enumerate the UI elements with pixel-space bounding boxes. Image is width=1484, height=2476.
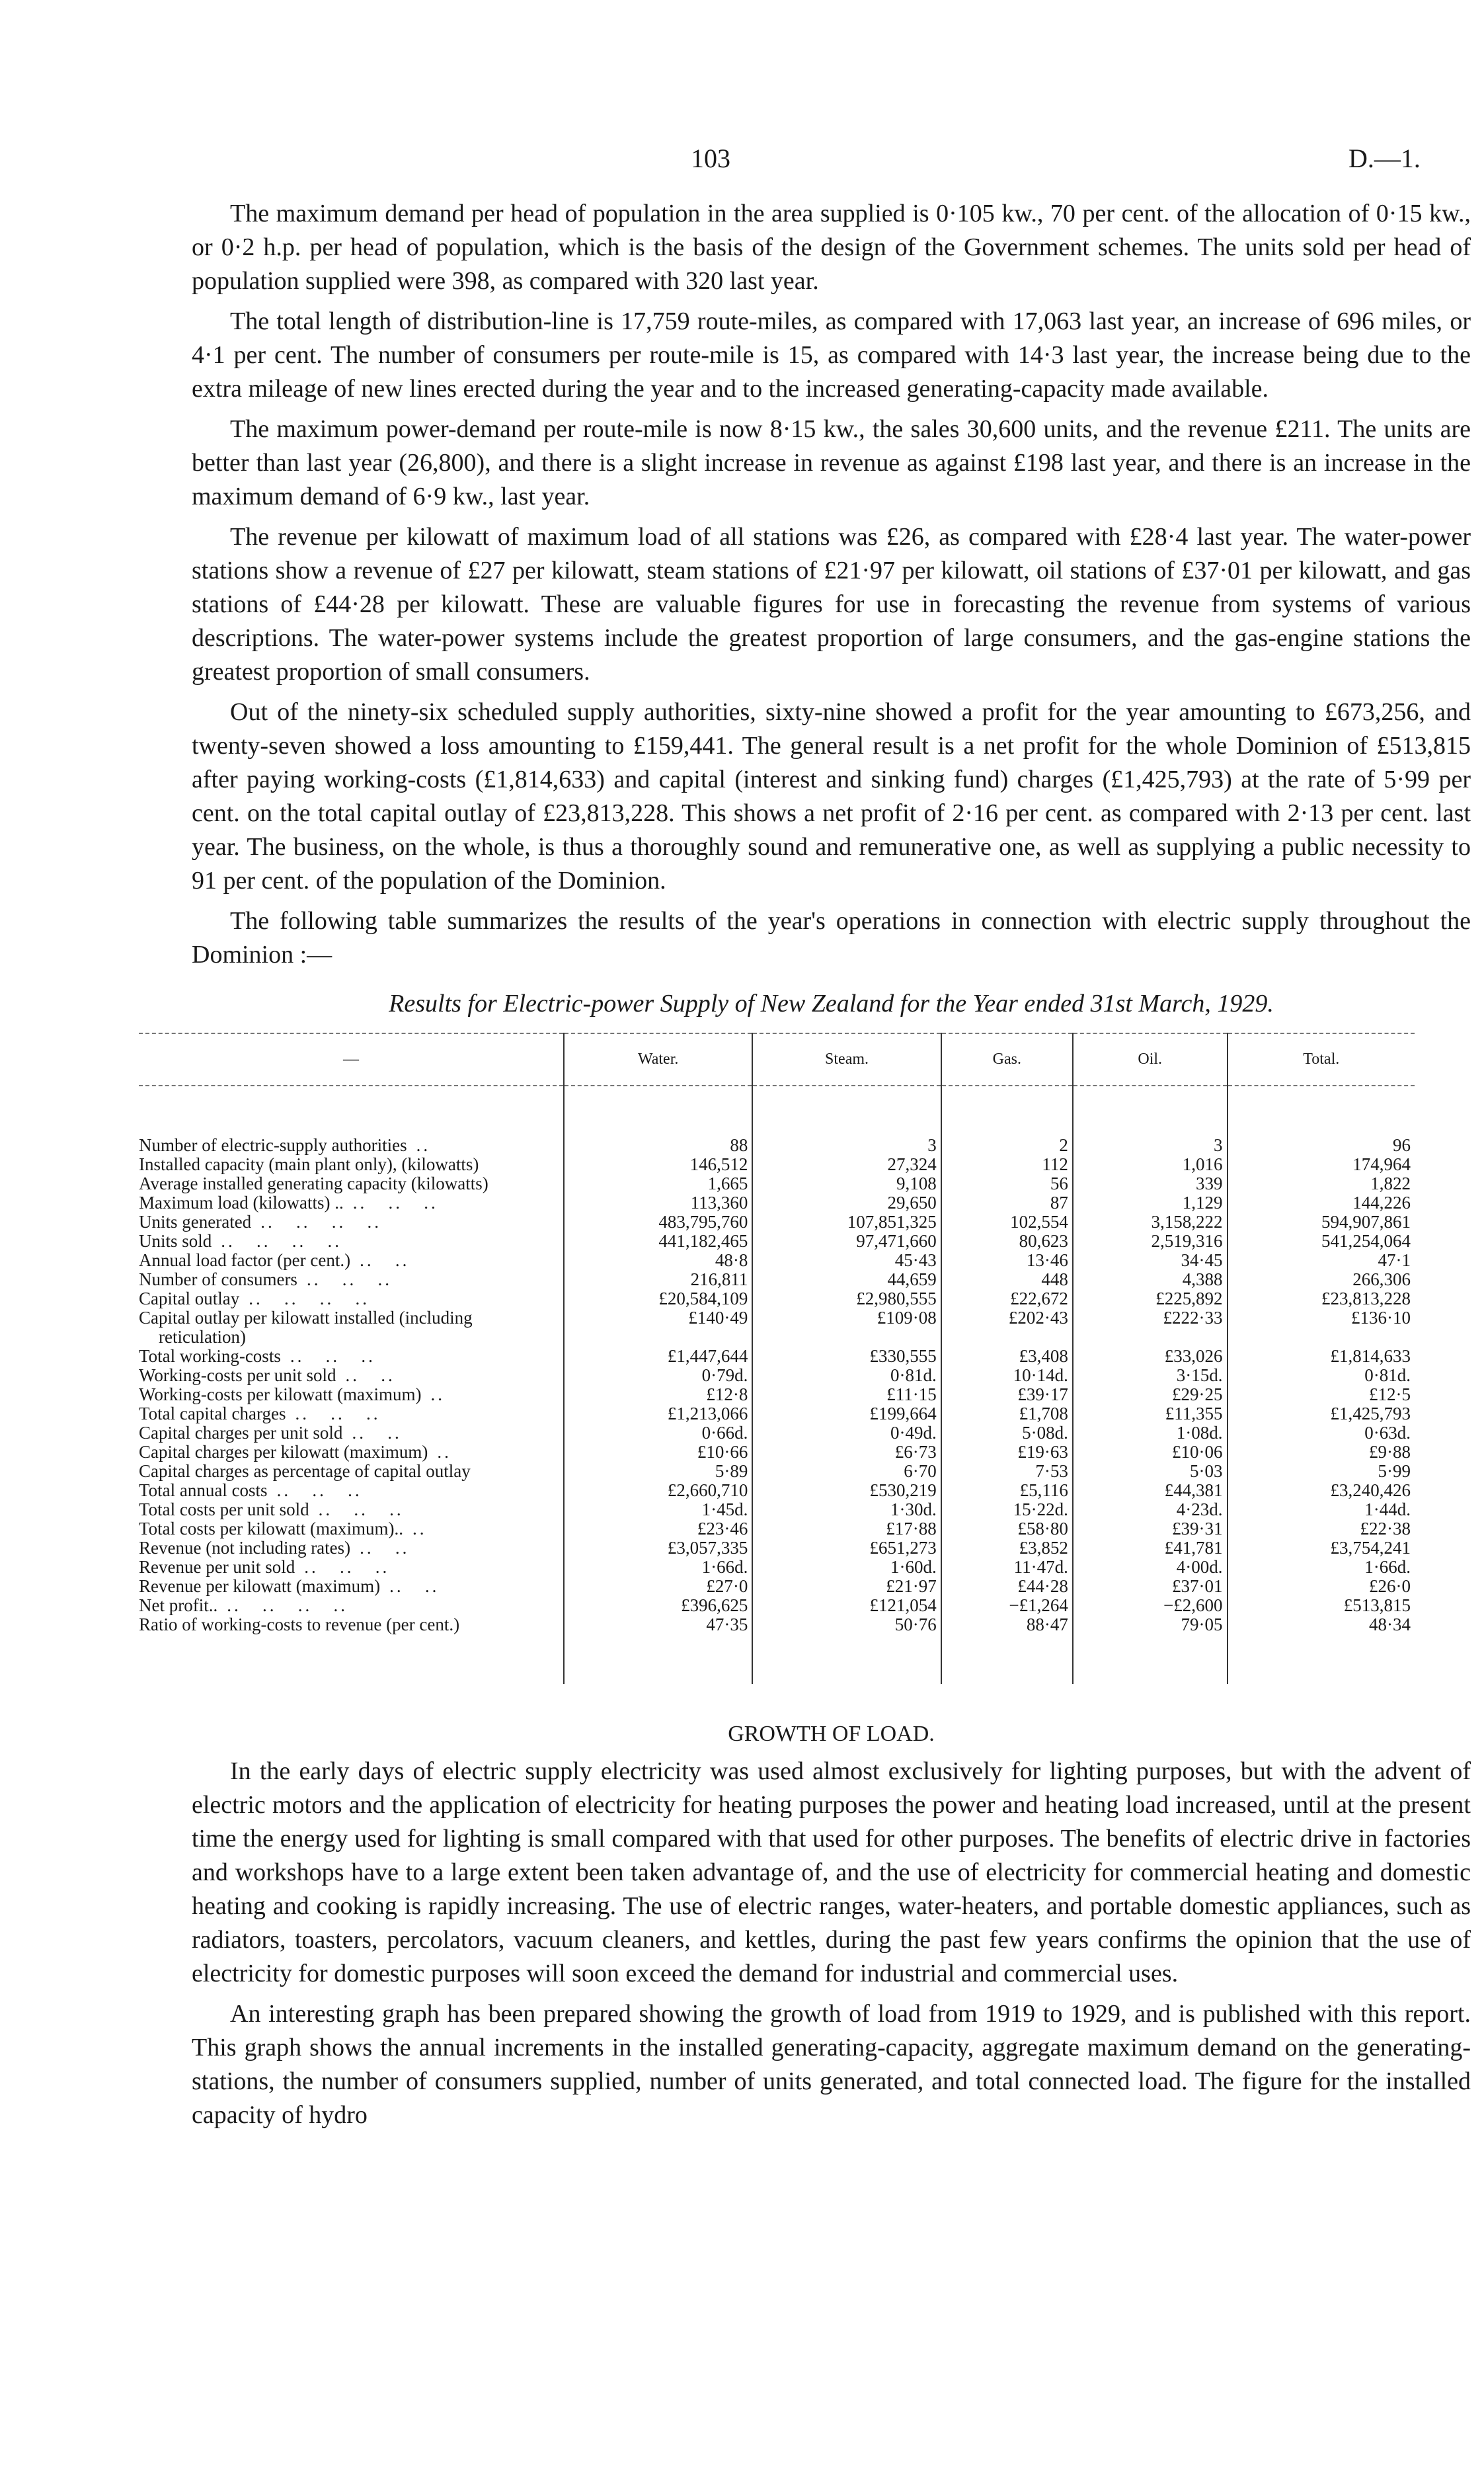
table-cell: −£1,264 — [941, 1596, 1073, 1615]
table-cell: 97,471,660 — [752, 1232, 941, 1251]
table-cell: £37·01 — [1073, 1577, 1228, 1596]
table-cell: £121,054 — [752, 1596, 941, 1615]
table-cell: 50·76 — [752, 1615, 941, 1634]
table-cell: £5,116 — [941, 1481, 1073, 1500]
row-label — [139, 1577, 564, 1596]
paragraph: Out of the ninety-six scheduled supply authorities, sixty-nine showed a profit for the year amounting to £673,256, and twenty-seven showed a loss amounting to £159,441. The general result is a net profit for the whole Dominion of £513,815 after paying working-costs (£1,814,633) and capital (interest and sinking fund) charges (£1,425,793) at the rate of 5·99 per cent. on the total capital outlay of £23,813,228. This shows a net profit of 2·16 per cent. as compared with 2·13 per cent. last year. The business, on the whole, is thus a thoroughly sound and remunerative one, as well as supplying a public necessity to 91 per cent. of the population of the Dominion. — [192, 698, 1471, 895]
table-cell: 44,659 — [752, 1270, 941, 1289]
row-dots: .. — [437, 1442, 451, 1462]
row-dots: .. — [412, 1519, 427, 1538]
table-cell: £21·97 — [752, 1577, 941, 1596]
table-cell: £222·33 — [1073, 1308, 1228, 1328]
intro-text — [192, 197, 1471, 972]
row-label — [139, 1615, 564, 1634]
table-cell: 1,665 — [564, 1174, 752, 1193]
row-label-text: Capital outlay per kilowatt installed (including — [139, 1308, 473, 1328]
table-cell: 4·00d. — [1073, 1558, 1228, 1577]
row-dots: .. .. .. — [352, 1193, 438, 1213]
row-label-text: Number of consumers — [139, 1269, 297, 1289]
table-cell: £202·43 — [941, 1308, 1073, 1328]
table-title: Results for Electric-power Supply of New Zealand for the Year ended 31st March, 1929. — [389, 990, 1274, 1018]
row-dots: .. .. — [360, 1538, 410, 1558]
row-label-text: Total working-costs — [139, 1346, 281, 1366]
row-dots: .. .. — [352, 1423, 402, 1443]
paragraph: An interesting graph has been prepared showing the growth of load from 1919 to 1929, and is published with this report. This graph shows the annual increments in the installed generating-capacity, aggregate maximum demand on the generating-stations, the number of consumers supplied, number of units generated, and total connected load. The figure for the installed capacity of hydro — [192, 2000, 1471, 2129]
table-cell: £2,660,710 — [564, 1481, 752, 1500]
table-cell: 0·66d. — [564, 1423, 752, 1443]
row-label — [139, 1404, 564, 1423]
table-cell: £530,219 — [752, 1481, 941, 1500]
table-row — [139, 1443, 1415, 1462]
row-dots: .. .. — [345, 1365, 395, 1385]
table-cell: 13·46 — [941, 1251, 1073, 1270]
table-cell: £3,852 — [941, 1538, 1073, 1558]
row-label — [139, 1538, 564, 1558]
row-label-text: Capital charges per kilowatt (maximum) — [139, 1442, 428, 1462]
table-cell: 1·66d. — [1228, 1558, 1415, 1577]
table-cell: £44,381 — [1073, 1481, 1228, 1500]
row-dots: .. .. .. .. — [260, 1212, 381, 1232]
row-label — [139, 1155, 564, 1174]
row-label — [139, 1136, 564, 1155]
row-dots: .. .. .. — [295, 1404, 381, 1423]
row-label — [139, 1596, 564, 1615]
table-cell: 112 — [941, 1155, 1073, 1174]
table-cell: 11·47d. — [941, 1558, 1073, 1577]
paragraph: The maximum demand per head of population in the area supplied is 0·105 kw., 70 per cent. of the allocation of 0·15 kw., or 0·2 h.p. per head of population, which is the basis of the design of the Government schemes. The units sold per head of population supplied were 398, as compared with 320 last year. — [192, 200, 1471, 295]
table-cell: 4·23d. — [1073, 1500, 1228, 1519]
paragraph: The following table summarizes the results of the year's operations in connection with electric supply throughout the Dominion :— — [192, 907, 1471, 969]
column-header: — — [139, 1033, 564, 1086]
table-row — [139, 1193, 1415, 1213]
table-cell: £11·15 — [752, 1385, 941, 1404]
table-cell: 56 — [941, 1174, 1073, 1193]
table-cell: £10·66 — [564, 1443, 752, 1462]
table-row-continuation — [139, 1328, 1415, 1347]
column-header: Gas. — [941, 1033, 1073, 1086]
row-label-text: Capital outlay — [139, 1289, 240, 1308]
column-header: Steam. — [752, 1033, 941, 1086]
row-label-text: Net profit.. — [139, 1595, 218, 1615]
row-label — [139, 1558, 564, 1577]
page-header — [139, 142, 1471, 182]
table-cell: £1,708 — [941, 1404, 1073, 1423]
table-cell: 29,650 — [752, 1193, 941, 1213]
row-label — [139, 1193, 564, 1213]
table-cell: 594,907,861 — [1228, 1213, 1415, 1232]
table-cell: £3,408 — [941, 1347, 1073, 1366]
table-cell: £12·8 — [564, 1385, 752, 1404]
row-label-text: Capital charges as percentage of capital outlay — [139, 1461, 471, 1481]
table-cell: 96 — [1228, 1136, 1415, 1155]
table-cell: £199,664 — [752, 1404, 941, 1423]
table-row — [139, 1270, 1415, 1289]
table-cell: 5·99 — [1228, 1462, 1415, 1481]
table-cell: 1·66d. — [564, 1558, 752, 1577]
table-cell: 2 — [941, 1136, 1073, 1155]
table-row — [139, 1155, 1415, 1174]
table-cell: 6·70 — [752, 1462, 941, 1481]
row-label-text: Installed capacity (main plant only), (kilowatts) — [139, 1154, 479, 1174]
table-cell: £330,555 — [752, 1347, 941, 1366]
table-cell: 5·89 — [564, 1462, 752, 1481]
table-row — [139, 1289, 1415, 1308]
table-row — [139, 1366, 1415, 1385]
row-label — [139, 1443, 564, 1462]
table-cell: £23·46 — [564, 1519, 752, 1538]
row-dots: .. .. .. — [276, 1480, 362, 1500]
row-dots: .. .. .. — [318, 1499, 404, 1519]
table-cell: £396,625 — [564, 1596, 752, 1615]
table-cell: 0·63d. — [1228, 1423, 1415, 1443]
table-cell: 0·81d. — [752, 1366, 941, 1385]
table-cell: £29·25 — [1073, 1385, 1228, 1404]
row-label-text: Total costs per unit sold — [139, 1499, 309, 1519]
table-row — [139, 1174, 1415, 1193]
row-label — [139, 1347, 564, 1366]
table-cell: 3,158,222 — [1073, 1213, 1228, 1232]
row-label-text: Revenue per unit sold — [139, 1557, 295, 1577]
table-row — [139, 1500, 1415, 1519]
table-cell: £1,814,633 — [1228, 1347, 1415, 1366]
table-cell: −£2,600 — [1073, 1596, 1228, 1615]
table-cell: 102,554 — [941, 1213, 1073, 1232]
table-cell: £2,980,555 — [752, 1289, 941, 1308]
table-cell: 47·1 — [1228, 1251, 1415, 1270]
paragraph: The maximum power-demand per route-mile is now 8·15 kw., the sales 30,600 units, and the revenue £211. The units are better than last year (26,800), and there is a slight increase in revenue as against £198 last year, and there is an increase in the maximum demand of 6·9 kw., last year. — [192, 415, 1471, 510]
table-cell: £12·5 — [1228, 1385, 1415, 1404]
row-label — [139, 1308, 564, 1328]
row-label-text: Total capital charges — [139, 1404, 286, 1423]
row-label — [139, 1481, 564, 1500]
table-cell: £6·73 — [752, 1443, 941, 1462]
row-dots: .. .. — [360, 1250, 410, 1270]
table-cell: 1·30d. — [752, 1500, 941, 1519]
row-dots: .. .. .. — [290, 1346, 375, 1366]
table-row — [139, 1481, 1415, 1500]
row-label-text: Maximum load (kilowatts) .. — [139, 1193, 344, 1213]
row-dots: .. — [416, 1135, 431, 1155]
table-cell: 1·45d. — [564, 1500, 752, 1519]
table-cell: £11,355 — [1073, 1404, 1228, 1423]
row-dots: .. .. .. .. — [221, 1231, 342, 1251]
table-cell: £44·28 — [941, 1577, 1073, 1596]
table-row — [139, 1538, 1415, 1558]
table-cell: £39·31 — [1073, 1519, 1228, 1538]
growth-of-load-section — [192, 1717, 1471, 2132]
table-cell: 1,822 — [1228, 1174, 1415, 1193]
table-cell: 483,795,760 — [564, 1213, 752, 1232]
table-row — [139, 1558, 1415, 1577]
table-cell: £9·88 — [1228, 1443, 1415, 1462]
table-cell: £33,026 — [1073, 1347, 1228, 1366]
paragraph: In the early days of electric supply electricity was used almost exclusively for lighting purposes, but with the advent of electric motors and the application of electricity for heating purposes the power and heating load increased, until at the present time the energy used for lighting is small compared with that used for other purposes. The benefits of electric drive in factories and workshops have to a large extent been taken advantage of, and the use of electricity for commercial heating and domestic heating and cooking is rapidly increasing. The use of electric ranges, water-heaters, and portable domestic appliances, such as radiators, toasters, percolators, vacuum cleaners, and kettles, during the past few years confirms the opinion that the use of electricity for domestic purposes will soon exceed the demand for industrial and commercial uses. — [192, 1757, 1471, 1987]
table-cell: 0·49d. — [752, 1423, 941, 1443]
row-label — [139, 1519, 564, 1538]
row-label — [139, 1174, 564, 1193]
row-label — [139, 1423, 564, 1443]
table-cell: 9,108 — [752, 1174, 941, 1193]
row-label — [139, 1232, 564, 1251]
table-cell: 266,306 — [1228, 1270, 1415, 1289]
table-cell: 113,360 — [564, 1193, 752, 1213]
table-cell: £1,213,066 — [564, 1404, 752, 1423]
page-number: 103 — [691, 143, 730, 173]
column-header: Oil. — [1073, 1033, 1228, 1086]
table-cell: £1,447,644 — [564, 1347, 752, 1366]
table-cell: £22·38 — [1228, 1519, 1415, 1538]
row-label-text: Average installed generating capacity (kilowatts) — [139, 1174, 488, 1193]
table-cell: £140·49 — [564, 1308, 752, 1328]
table-cell: 48·8 — [564, 1251, 752, 1270]
table-cell: £27·0 — [564, 1577, 752, 1596]
row-label-text: Number of electric-supply authorities — [139, 1135, 407, 1155]
table-cell: 87 — [941, 1193, 1073, 1213]
row-label — [139, 1251, 564, 1270]
table-cell: £20,584,109 — [564, 1289, 752, 1308]
table-header-row — [139, 1033, 1415, 1086]
row-label — [139, 1289, 564, 1308]
row-label — [139, 1462, 564, 1481]
table-row — [139, 1519, 1415, 1538]
row-label — [139, 1270, 564, 1289]
table-cell: £3,057,335 — [564, 1538, 752, 1558]
table-cell: 1·44d. — [1228, 1500, 1415, 1519]
row-label-text: Units generated — [139, 1212, 252, 1232]
table-cell: 15·22d. — [941, 1500, 1073, 1519]
row-dots: .. .. .. .. — [227, 1595, 348, 1615]
row-label — [139, 1500, 564, 1519]
row-dots: .. .. .. — [304, 1557, 390, 1577]
row-label-text: Capital charges per unit sold — [139, 1423, 343, 1443]
row-label-text: Units sold — [139, 1231, 212, 1251]
table-cell: £651,273 — [752, 1538, 941, 1558]
column-header: Water. — [564, 1033, 752, 1086]
table-cell: 27,324 — [752, 1155, 941, 1174]
row-label — [139, 1213, 564, 1232]
table-cell: 1·08d. — [1073, 1423, 1228, 1443]
row-label — [139, 1385, 564, 1404]
section-heading: GROWTH OF LOAD. — [728, 1722, 935, 1746]
table-cell: 216,811 — [564, 1270, 752, 1289]
table-cell: 45·43 — [752, 1251, 941, 1270]
column-header: Total. — [1228, 1033, 1415, 1086]
table-cell: 10·14d. — [941, 1366, 1073, 1385]
table-row — [139, 1213, 1415, 1232]
table-row — [139, 1308, 1415, 1328]
table-row — [139, 1347, 1415, 1366]
row-label-text: Revenue per kilowatt (maximum) — [139, 1576, 381, 1596]
row-label-text: Revenue (not including rates) — [139, 1538, 351, 1558]
table-row — [139, 1251, 1415, 1270]
row-label-text: Ratio of working-costs to revenue (per cent.) — [139, 1615, 460, 1634]
table-row — [139, 1462, 1415, 1481]
table-cell: £109·08 — [752, 1308, 941, 1328]
row-label-text: Working-costs per kilowatt (maximum) — [139, 1384, 422, 1404]
table-cell: 79·05 — [1073, 1615, 1228, 1634]
table-cell: £136·10 — [1228, 1308, 1415, 1328]
table-cell: £513,815 — [1228, 1596, 1415, 1615]
table-cell: 1,129 — [1073, 1193, 1228, 1213]
table-cell: £3,240,426 — [1228, 1481, 1415, 1500]
table-cell: £22,672 — [941, 1289, 1073, 1308]
row-dots: .. .. .. .. — [249, 1289, 370, 1308]
table-cell: 80,623 — [941, 1232, 1073, 1251]
document-reference: D.—1. — [1348, 143, 1421, 173]
table-cell: 0·79d. — [564, 1366, 752, 1385]
table-cell: £23,813,228 — [1228, 1289, 1415, 1308]
table-cell: 4,388 — [1073, 1270, 1228, 1289]
table-row — [139, 1385, 1415, 1404]
table-cell: 441,182,465 — [564, 1232, 752, 1251]
table-cell: 3·15d. — [1073, 1366, 1228, 1385]
table-row — [139, 1577, 1415, 1596]
table-row — [139, 1404, 1415, 1423]
table-row — [139, 1596, 1415, 1615]
table-cell: 48·34 — [1228, 1615, 1415, 1634]
table-cell: 5·08d. — [941, 1423, 1073, 1443]
paragraph: The revenue per kilowatt of maximum load of all stations was £26, as compared with £28·4 last year. The water-power stations show a revenue of £27 per kilowatt, steam stations of £21·97 per kilowatt, oil stations of £37·01 per kilowatt, and gas stations of £44·28 per kilowatt. These are valuable figures for use in forecasting the revenue from systems of various descriptions. The water-power systems include the greatest proportion of large consumers, and the gas-engine stations the greatest proportion of small consumers. — [192, 523, 1471, 686]
table-row — [139, 1615, 1415, 1634]
table-cell: 107,851,325 — [752, 1213, 941, 1232]
table-row — [139, 1136, 1415, 1155]
table-cell: £39·17 — [941, 1385, 1073, 1404]
table-cell: £10·06 — [1073, 1443, 1228, 1462]
row-label-text: Annual load factor (per cent.) — [139, 1250, 351, 1270]
table-cell: £17·88 — [752, 1519, 941, 1538]
table-row — [139, 1232, 1415, 1251]
table-cell: 88·47 — [941, 1615, 1073, 1634]
table-cell: 47·35 — [564, 1615, 752, 1634]
table-cell: £41,781 — [1073, 1538, 1228, 1558]
row-dots: .. .. — [389, 1576, 440, 1596]
table-cell: 5·03 — [1073, 1462, 1228, 1481]
table-cell: 34·45 — [1073, 1251, 1228, 1270]
table-cell: 3 — [1073, 1136, 1228, 1155]
table-cell: 174,964 — [1228, 1155, 1415, 1174]
table-cell: 3 — [752, 1136, 941, 1155]
table-cell: £1,425,793 — [1228, 1404, 1415, 1423]
table-cell: 1·60d. — [752, 1558, 941, 1577]
table-cell: £3,754,241 — [1228, 1538, 1415, 1558]
table-cell: £58·80 — [941, 1519, 1073, 1538]
table-cell: 144,226 — [1228, 1193, 1415, 1213]
table-cell: £26·0 — [1228, 1577, 1415, 1596]
table-cell: £19·63 — [941, 1443, 1073, 1462]
row-dots: .. — [430, 1384, 445, 1404]
table-cell: 448 — [941, 1270, 1073, 1289]
row-label-text: Total annual costs — [139, 1480, 268, 1500]
table-cell: 146,512 — [564, 1155, 752, 1174]
row-label-continued: reticulation) — [159, 1327, 246, 1347]
table-cell: £225,892 — [1073, 1289, 1228, 1308]
table-cell: 1,016 — [1073, 1155, 1228, 1174]
table-cell: 88 — [564, 1136, 752, 1155]
row-dots: .. .. .. — [306, 1269, 392, 1289]
row-label-text: Working-costs per unit sold — [139, 1365, 336, 1385]
table-cell: 541,254,064 — [1228, 1232, 1415, 1251]
row-label — [139, 1366, 564, 1385]
row-label-text: Total costs per kilowatt (maximum).. — [139, 1519, 404, 1538]
table-cell: 7·53 — [941, 1462, 1073, 1481]
table-row — [139, 1423, 1415, 1443]
table-cell: 0·81d. — [1228, 1366, 1415, 1385]
table-cell: 2,519,316 — [1073, 1232, 1228, 1251]
results-table — [139, 1033, 1415, 1684]
table-cell: 339 — [1073, 1174, 1228, 1193]
paragraph: The total length of distribution-line is 17,759 route-miles, as compared with 17,063 last year, an increase of 696 miles, or 4·1 per cent. The number of consumers per route-mile is 15, as compared with 14·3 last year, the increase being due to the extra mileage of new lines erected during the year and to the increased generating-capacity made available. — [192, 307, 1471, 403]
